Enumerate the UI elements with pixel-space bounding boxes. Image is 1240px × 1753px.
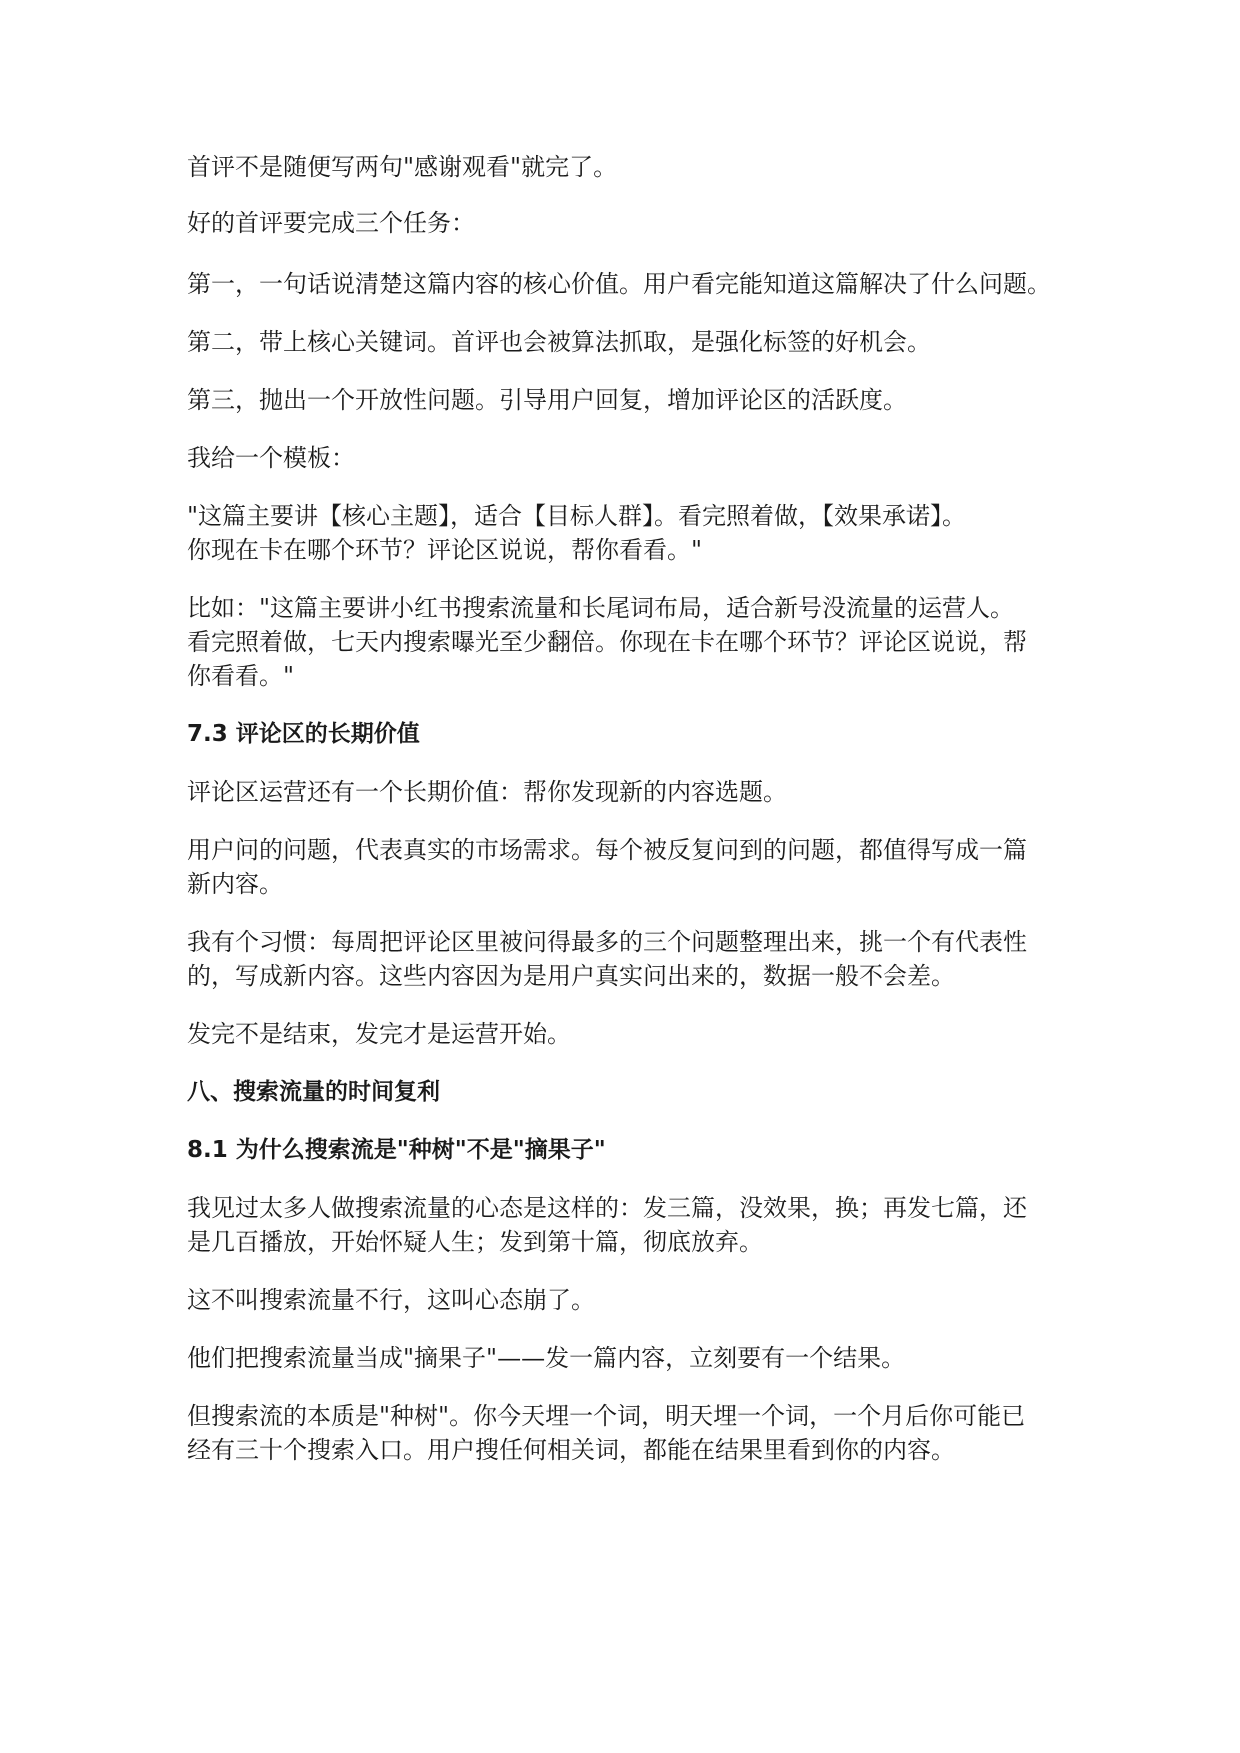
paragraph: 评论区运营还有一个长期价值：帮你发现新的内容选题。 [187,778,787,806]
paragraph: 第一，一句话说清楚这篇内容的核心价值。用户看完能知道这篇解决了什么问题。 [187,270,1051,298]
section-heading-7-3: 7.3 评论区的长期价值 [187,721,420,747]
paragraph: 用户问的问题，代表真实的市场需求。每个被反复问到的问题，都值得写成一篇 新内容。 [187,836,1027,898]
paragraph: 第二，带上核心关键词。首评也会被算法抓取，是强化标签的好机会。 [187,328,931,356]
paragraph: 发完不是结束，发完才是运营开始。 [187,1020,571,1048]
paragraph: 首评不是随便写两句"感谢观看"就完了。 [187,153,618,181]
paragraph: 第三，抛出一个开放性问题。引导用户回复，增加评论区的活跃度。 [187,386,907,414]
paragraph: 我给一个模板： [187,444,355,472]
example-paragraph: 比如："这篇主要讲小红书搜索流量和长尾词布局，适合新号没流量的运营人。 看完照着做，七天内搜索曝光至少翻倍。你现在卡在哪个环节？评论区说说，帮 你看看。" [187,594,1027,690]
chapter-heading-8: 八、搜索流量的时间复利 [187,1079,440,1105]
paragraph: 我见过太多人做搜索流量的心态是这样的：发三篇，没效果，换；再发七篇，还 是几百播放，开始怀疑人生；发到第十篇，彻底放弃。 [187,1194,1027,1256]
section-heading-8-1: 8.1 为什么搜索流是"种树"不是"摘果子" [187,1137,606,1163]
paragraph: 这不叫搜索流量不行，这叫心态崩了。 [187,1286,595,1314]
paragraph: 但搜索流的本质是"种树"。你今天埋一个词，明天埋一个词，一个月后你可能已 经有三十个搜索入口。用户搜任何相关词，都能在结果里看到你的内容。 [187,1402,1026,1464]
paragraph: 我有个习惯：每周把评论区里被问得最多的三个问题整理出来，挑一个有代表性 的，写成新内容。这些内容因为是用户真实问出来的，数据一般不会差。 [187,928,1027,990]
document-page [187,150,1067,1467]
template-paragraph: "这篇主要讲【核心主题】，适合【目标人群】。看完照着做，【效果承诺】。 你现在卡在哪个环节？评论区说说，帮你看看。" [187,502,967,564]
paragraph: 好的首评要完成三个任务： [187,209,475,237]
paragraph: 他们把搜索流量当成"摘果子"——发一篇内容，立刻要有一个结果。 [187,1344,906,1372]
